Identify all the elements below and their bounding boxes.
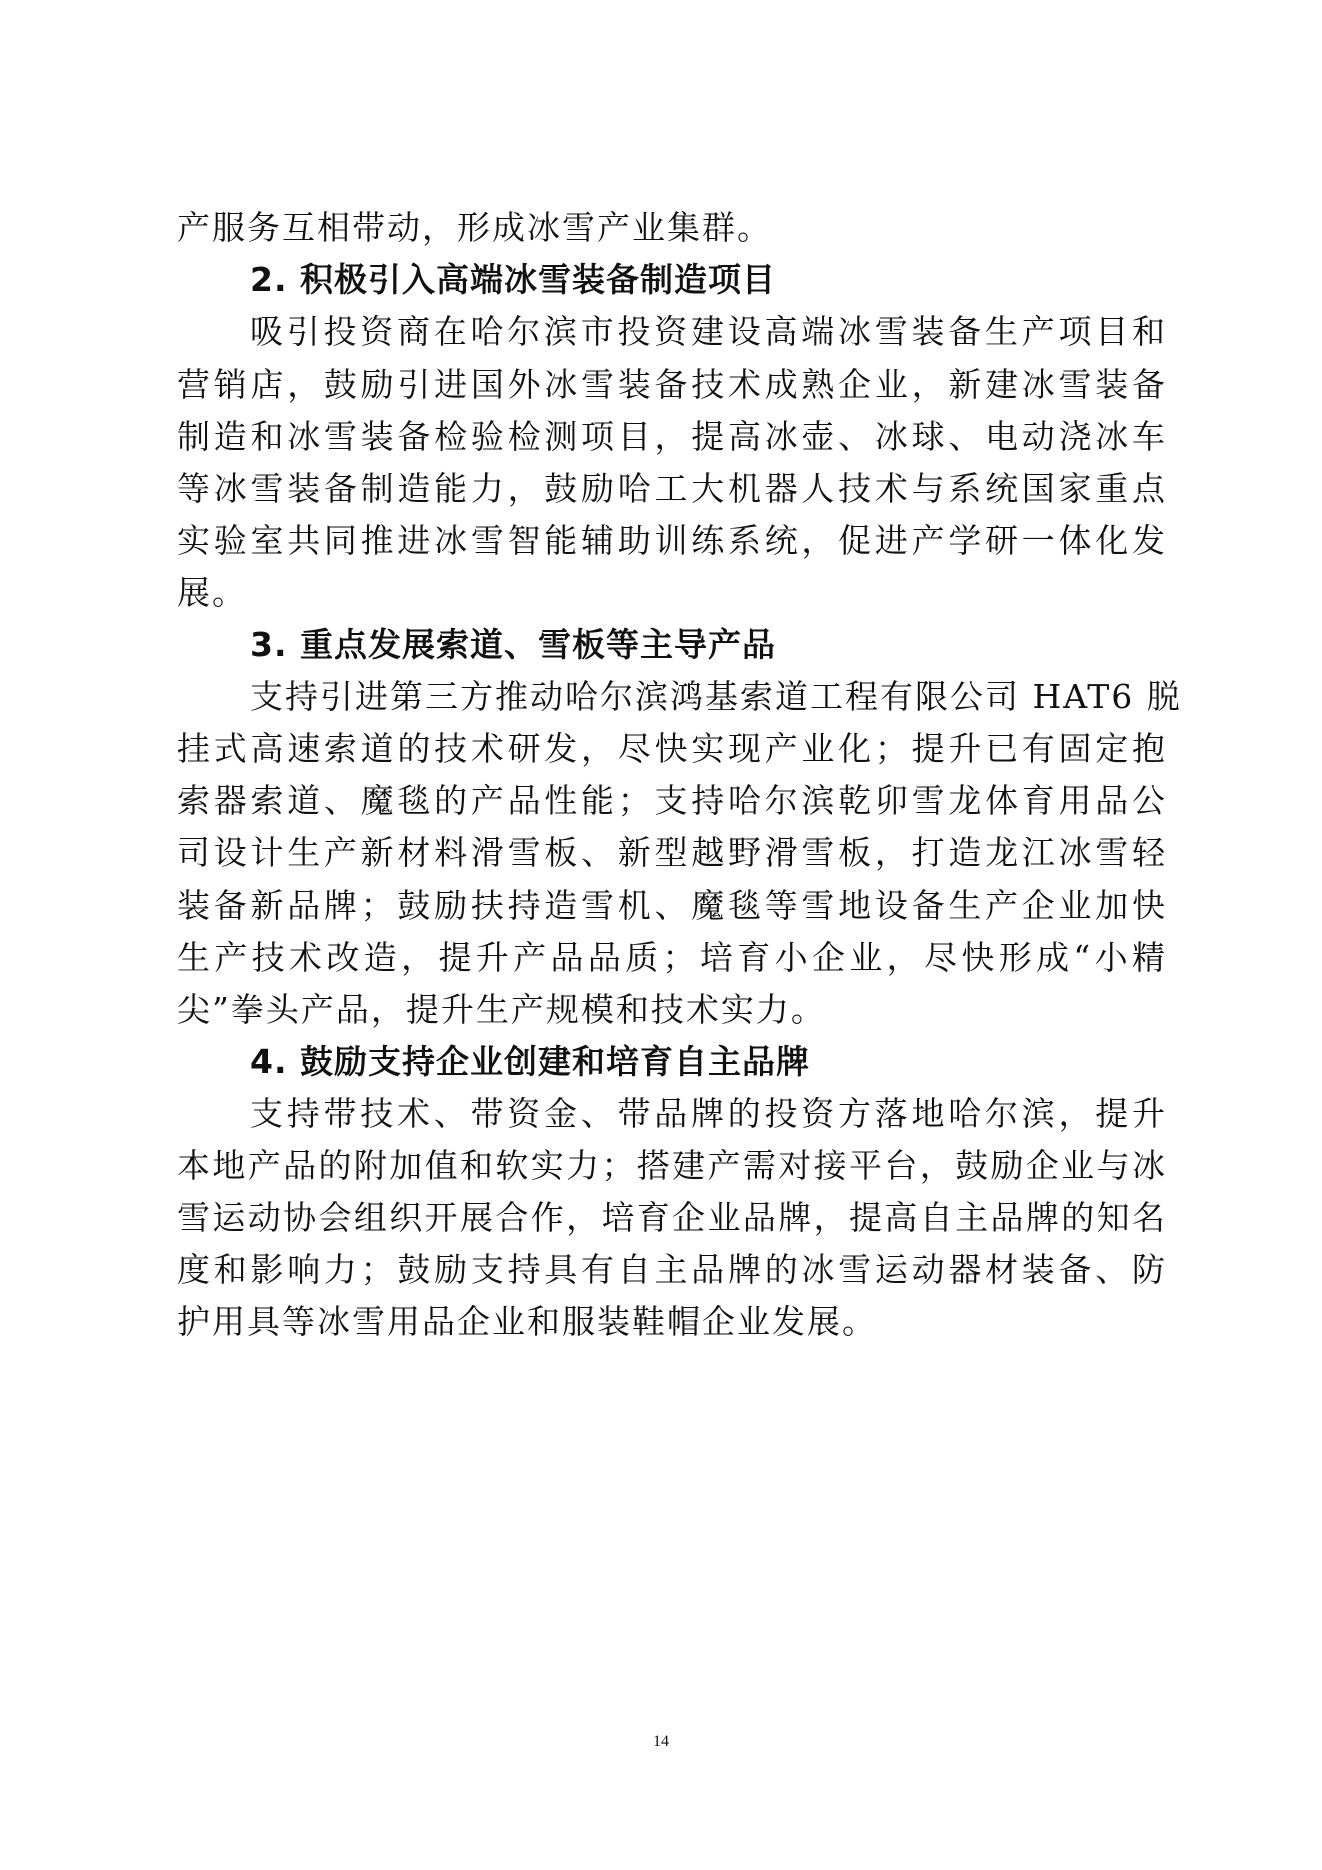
paragraph-line: 护用具等冰雪用品企业和服装鞋帽企业发展。 [177,1302,877,1341]
paragraph-line: 生产技术改造，提升产品品质；培育小企业，尽快形成“小精 [177,938,1167,977]
page-number: 14 [653,1733,669,1750]
paragraph-line: 实验室共同推进冰雪智能辅助训练系统，促进产学研一体化发 [177,521,1167,560]
paragraph-line: 索器索道、魔毯的产品性能；支持哈尔滨乾卯雪龙体育用品公 [177,781,1167,820]
paragraph-line: 装备新品牌；鼓励扶持造雪机、魔毯等雪地设备生产企业加快 [177,886,1167,925]
paragraph-line: 本地产品的附加值和软实力；搭建产需对接平台，鼓励企业与冰 [177,1146,1167,1185]
paragraph-line: 司设计生产新材料滑雪板、新型越野滑雪板，打造龙江冰雪轻 [177,833,1167,872]
paragraph-line: 营销店，鼓励引进国外冰雪装备技术成熟企业，新建冰雪装备 [177,365,1167,404]
paragraph-line: 度和影响力；鼓励支持具有自主品牌的冰雪运动器材装备、防 [177,1250,1167,1289]
paragraph-line: 尖”拳头产品，提升生产规模和技术实力。 [177,990,826,1029]
section-heading-4: 4. 鼓励支持企业创建和培育自主品牌 [250,1042,810,1081]
paragraph-line: 支持引进第三方推动哈尔滨鸿基索道工程有限公司 HAT6 脱 [250,677,1182,716]
paragraph-line: 制造和冰雪装备检验检测项目，提高冰壶、冰球、电动浇冰车 [177,417,1167,456]
section-heading-2: 2. 积极引入高端冰雪装备制造项目 [250,260,776,299]
paragraph-line: 吸引投资商在哈尔滨市投资建设高端冰雪装备生产项目和 [250,312,1167,351]
paragraph-line: 等冰雪装备制造能力，鼓励哈工大机器人技术与系统国家重点 [177,469,1167,508]
paragraph-line: 产服务互相带动，形成冰雪产业集群。 [177,208,772,247]
paragraph-line: 雪运动协会组织开展合作，培育企业品牌，提高自主品牌的知名 [177,1198,1167,1237]
section-heading-3: 3. 重点发展索道、雪板等主导产品 [250,625,776,664]
paragraph-line: 挂式高速索道的技术研发，尽快实现产业化；提升已有固定抱 [177,729,1167,768]
paragraph-line: 展。 [177,573,247,612]
paragraph-line: 支持带技术、带资金、带品牌的投资方落地哈尔滨，提升 [250,1094,1167,1133]
